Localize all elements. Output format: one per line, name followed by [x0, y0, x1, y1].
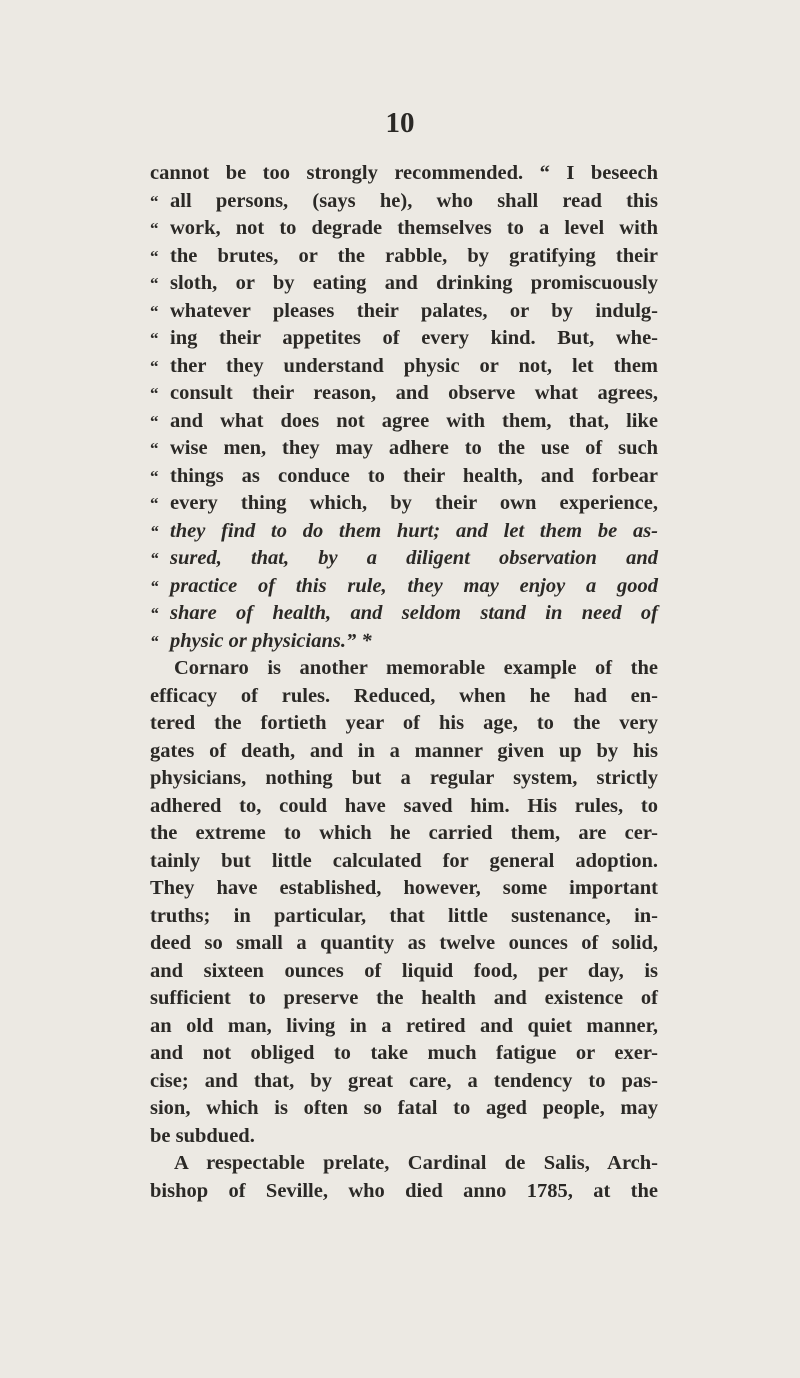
- text-line-21: tered the fortieth year of his age, to the very: [150, 712, 658, 734]
- text-line-2: “ all persons, (says he), who shall read this: [150, 188, 658, 216]
- text-line-11: “ wise men, they may adhere to the use of such: [150, 435, 658, 463]
- body-text: [150, 160, 658, 1205]
- quote-mark: “: [150, 274, 159, 293]
- quote-mark: “: [150, 604, 159, 623]
- text-line-27: They have established, however, some important: [150, 877, 658, 899]
- quote-mark: “: [150, 191, 159, 211]
- quote-mark: “: [150, 549, 159, 568]
- quote-mark: “: [150, 631, 159, 651]
- text-line-38: bishop of Seville, who died anno 1785, at the: [150, 1179, 658, 1202]
- quote-mark: “: [150, 329, 159, 348]
- text-line-3: “ work, not to degrade themselves to a level with: [150, 215, 658, 243]
- quote-mark: “: [150, 439, 159, 458]
- text-line-28: truths; in particular, that little sustenance, in-: [150, 904, 658, 927]
- quote-mark: “: [150, 246, 159, 266]
- text-line-29: deed so small a quantity as twelve ounces of solid,: [150, 932, 658, 954]
- text-line-19: Cornaro is another memorable example of the: [174, 657, 658, 679]
- text-line-1: cannot be too strongly recommended. “ I beseech: [150, 162, 658, 184]
- text-line-5: “ sloth, or by eating and drinking promiscuously: [150, 270, 658, 298]
- text-line-17: “ share of health, and seldom stand in need of: [150, 600, 658, 628]
- text-line-13: “ every thing which, by their own experience,: [150, 490, 658, 518]
- text-line-18: “ physic or physicians.” *: [150, 628, 658, 656]
- text-line-35: sion, which is often so fatal to aged people, may: [150, 1097, 658, 1119]
- quote-mark: “: [150, 411, 159, 431]
- text-line-24: adhered to, could have saved him. His rules, to: [150, 794, 658, 817]
- text-line-31: sufficient to preserve the health and existence of: [150, 987, 658, 1009]
- text-line-37: A respectable prelate, Cardinal de Salis, Arch-: [174, 1152, 658, 1174]
- text-line-8: “ ther they understand physic or not, let them: [150, 353, 658, 381]
- text-line-32: an old man, living in a retired and quiet manner,: [150, 1014, 658, 1037]
- text-line-7: “ ing their appetites of every kind. But, whe-: [150, 325, 658, 353]
- quote-mark: “: [150, 494, 159, 513]
- quote-mark: “: [150, 576, 159, 596]
- text-line-10: “ and what does not agree with them, that, like: [150, 408, 658, 436]
- text-line-30: and sixteen ounces of liquid food, per day, is: [150, 959, 658, 982]
- text-line-16: “ practice of this rule, they may enjoy a good: [150, 573, 658, 601]
- text-line-34: cise; and that, by great care, a tendency to pas-: [150, 1069, 658, 1092]
- text-line-6: “ whatever pleases their palates, or by indulg-: [150, 298, 658, 326]
- text-line-20: efficacy of rules. Reduced, when he had en-: [150, 684, 658, 707]
- text-line-25: the extreme to which he carried them, are cer-: [150, 822, 658, 844]
- quote-mark: “: [150, 219, 159, 238]
- quote-mark: “: [150, 356, 159, 376]
- text-line-15: “ sured, that, by a diligent observation and: [150, 545, 658, 573]
- quote-mark: “: [150, 301, 159, 321]
- text-line-12: “ things as conduce to their health, and forbear: [150, 463, 658, 491]
- text-line-22: gates of death, and in a manner given up by his: [150, 739, 658, 762]
- text-line-33: and not obliged to take much fatigue or exer-: [150, 1042, 658, 1064]
- text-line-4: “ the brutes, or the rabble, by gratifying their: [150, 243, 658, 271]
- quote-mark: “: [150, 466, 159, 486]
- text-line-36: be subdued.: [150, 1124, 255, 1147]
- text-line-9: “ consult their reason, and observe what agrees,: [150, 380, 658, 408]
- text-line-23: physicians, nothing but a regular system, strictly: [150, 767, 658, 789]
- quote-mark: “: [150, 521, 159, 541]
- text-line-14: “ they find to do them hurt; and let them be as-: [150, 518, 658, 546]
- quote-mark: “: [150, 384, 159, 403]
- text-line-26: tainly but little calculated for general adoption.: [150, 849, 658, 872]
- page-number: 10: [385, 107, 415, 139]
